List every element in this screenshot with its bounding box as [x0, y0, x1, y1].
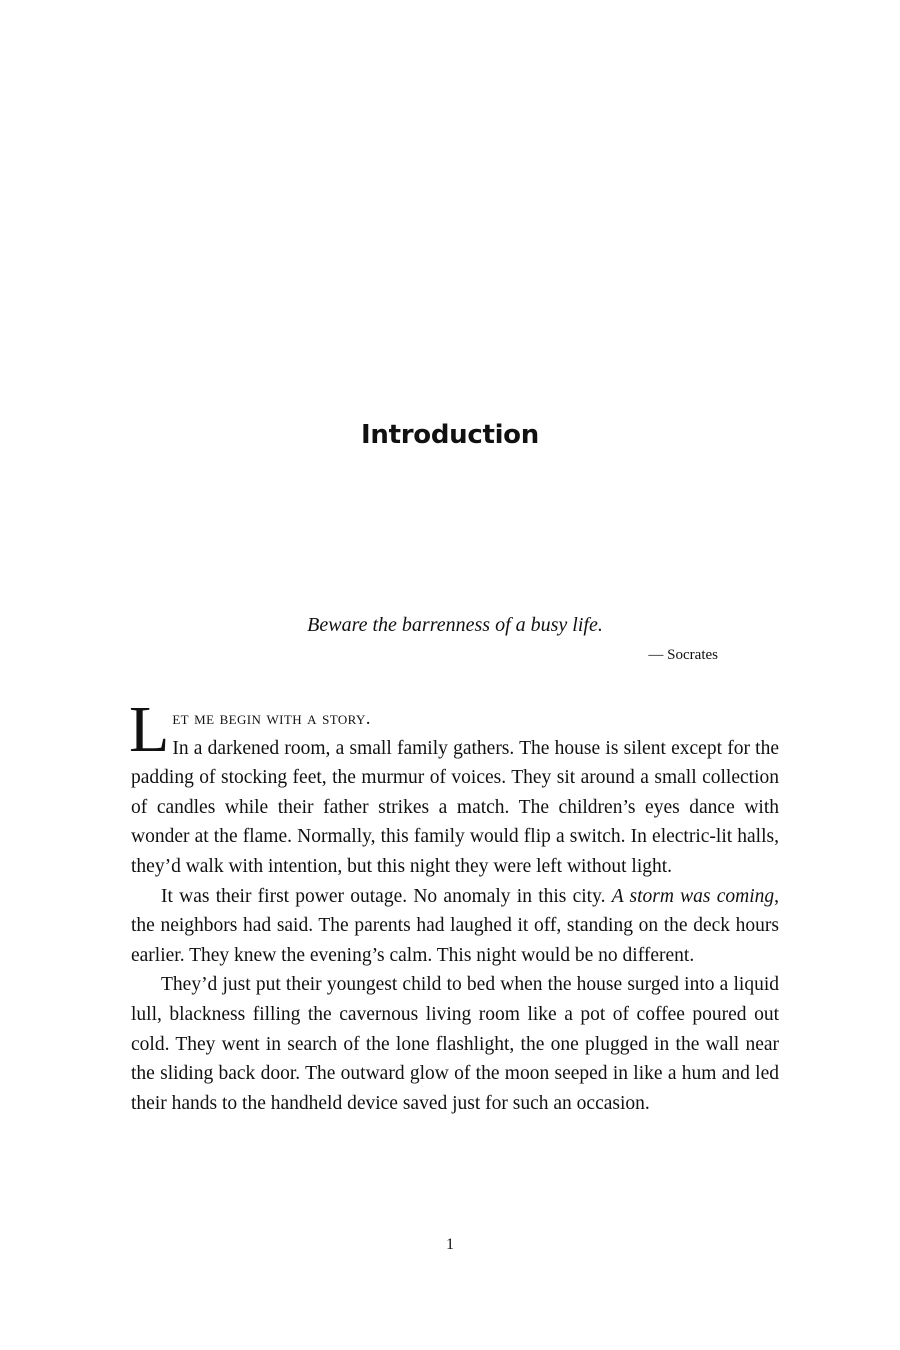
paragraph-2 — [131, 882, 779, 971]
paragraph-2-start: It was their first power outage. No anomaly in this city. — [161, 885, 612, 907]
chapter-title: Introduction — [361, 420, 539, 450]
paragraph-1 — [129, 693, 779, 882]
paragraph-1-text: In a darkened room, a small family gathers. The house is silent except for the padding of stocking feet, the murmur of voices. They sit around a small collection of candles while their father strikes a match. The children’s eyes dance with wonder at the flame. Normally, this family would flip a switch. In electric-lit halls, they’d walk with intention, but this night they were left without light. — [131, 737, 779, 877]
paragraph-2-end: , the neighbors had said. The parents had laughed it off, standing on the deck hours earlier. They knew the evening’s calm. This night would be no different. — [131, 885, 779, 966]
drop-cap: L — [129, 693, 170, 766]
page-number: 1 — [446, 1236, 454, 1253]
opening-small-caps: et me begin with a story. — [172, 708, 371, 729]
body-text — [129, 693, 779, 1118]
epigraph-attribution: — Socrates — [648, 647, 718, 663]
epigraph — [0, 614, 900, 664]
epigraph-quote: Beware the barrenness of a busy life. — [307, 614, 603, 636]
paragraph-2-italic: A storm was coming — [611, 885, 775, 907]
paragraph-3: They’d just put their youngest child to bed when the house surged into a liquid lull, blackness filling the cavernous living room like a pot of coffee poured out cold. They went in search of the lone flashlight, the one plugged in the wall near the sliding back door. The outward glow of the moon seeped in like a hum and led their hands to the handheld device saved just for such an occasion. — [131, 974, 779, 1114]
